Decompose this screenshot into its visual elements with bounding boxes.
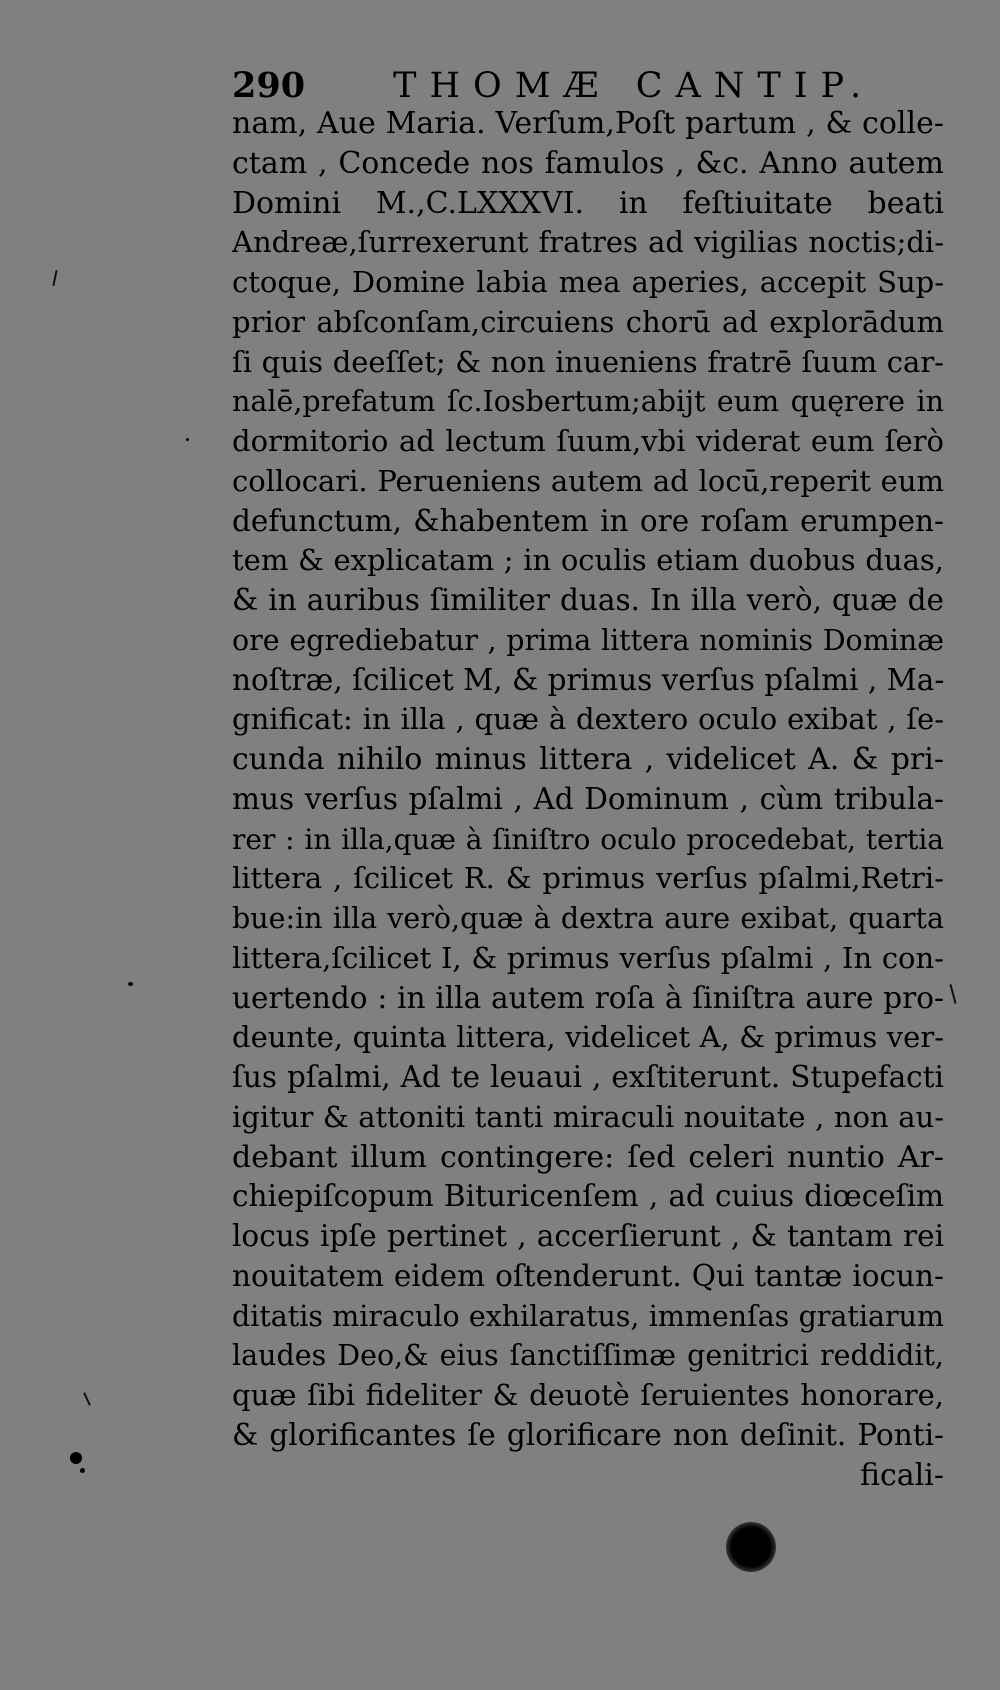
text-line: ficali-: [859, 1457, 944, 1493]
text-line: prior abſconſam,circuiens chorū ad explorādum: [232, 304, 944, 339]
text-line: littera , ſcilicet R. & primus verſus pſalmi,Retri-: [232, 861, 944, 896]
text-line: ſus pſalmi, Ad te leuaui , exſtiterunt. Stupefacti: [232, 1060, 944, 1094]
text-line: debant illum contingere: ſed celeri nuntio Ar-: [232, 1139, 944, 1175]
text-line: & glorificantes ſe glorificare non deſinit. Ponti-: [232, 1417, 944, 1452]
ink-speck: [128, 982, 133, 986]
text-line: locus ipſe pertinet , accerſierunt , & tantam rei: [232, 1219, 944, 1253]
text-line: & in auribus ſimiliter duas. In illa verò, quæ de: [232, 583, 944, 617]
body-text: [232, 104, 944, 1495]
text-line: littera,ſcilicet I, & primus verſus pſalmi , In con-: [232, 940, 944, 975]
ink-speck: [70, 1452, 82, 1464]
margin-mark: [83, 1392, 91, 1406]
text-line: ditatis miraculo exhilaratus, immenſas gratiarum: [232, 1299, 944, 1333]
margin-mark: [949, 984, 956, 1004]
text-line: cunda nihilo minus littera , videlicet A. & pri-: [232, 742, 944, 777]
text-line: rer : in illa,quæ à ſiniſtro oculo procedebat, tertia: [232, 822, 944, 856]
text-line: quæ ſibi fideliter & deuotè ſeruientes honorare,: [232, 1378, 944, 1412]
text-line: tem & explicatam ; in oculis etiam duobus duas,: [232, 543, 944, 578]
text-line: collocari. Perueniens autem ad locū,reperit eum: [232, 463, 944, 498]
running-header: [232, 64, 932, 108]
text-line: defunctum, &habentem in ore roſam erumpen-: [232, 503, 944, 538]
text-line: uertendo : in illa autem roſa à ſiniſtra aure pro-: [232, 980, 944, 1015]
text-line: noſtræ, ſcilicet M, & primus verſus pſalmi , Ma-: [232, 662, 945, 697]
text-line: ore egrediebatur , prima littera nominis Dominæ: [232, 623, 944, 657]
text-line: chiepiſcopum Bituricenſem , ad cuius diœceſim: [232, 1179, 944, 1214]
ink-speck: [80, 1468, 85, 1473]
text-line: ctam , Concede nos famulos , &c. Anno autem: [232, 145, 944, 181]
text-line: bue:in illa verò,quæ à dextra aure exibat, quarta: [232, 902, 944, 935]
running-title: THOMÆ CANTIP.: [393, 66, 875, 106]
text-line: gnificat: in illa , quæ à dextero oculo exibat , ſe-: [232, 702, 944, 737]
text-line: nam, Aue Maria. Verſum,Poſt partum , & colle-: [232, 106, 944, 141]
margin-mark: [52, 270, 57, 286]
text-line: nalē,prefatum ſc.Iosbertum;abijt eum quęrere in: [232, 385, 944, 419]
ink-speck: [186, 438, 189, 441]
ink-blot: [726, 1522, 776, 1572]
text-line: deunte, quinta littera, videlicet A, & primus ver-: [232, 1020, 944, 1055]
text-line: dormitorio ad lectum ſuum,vbi viderat eum ſerò: [232, 424, 944, 458]
page-number: 290: [232, 65, 306, 106]
text-line: nouitatem eidem oſtenderunt. Qui tantæ iocun-: [232, 1258, 944, 1293]
text-line: igitur & attoniti tanti miraculi nouitate , non au-: [232, 1099, 944, 1134]
text-line: ſi quis deeſſet; & non inueniens fratrē ſuum car-: [232, 344, 944, 379]
text-line: Andreæ,ſurrexerunt fratres ad vigilias noctis;di-: [232, 225, 944, 260]
text-line: mus verſus pſalmi , Ad Dominum , cùm tribula-: [232, 781, 944, 816]
text-line: laudes Deo,& eius ſanctiſſimæ genitrici reddidit,: [232, 1339, 944, 1373]
text-line: ctoque, Domine labia mea aperies, accepit Sup-: [232, 265, 944, 299]
text-line: Domini M.,C.LXXXVI. in feſtiuitate beati: [232, 185, 944, 221]
